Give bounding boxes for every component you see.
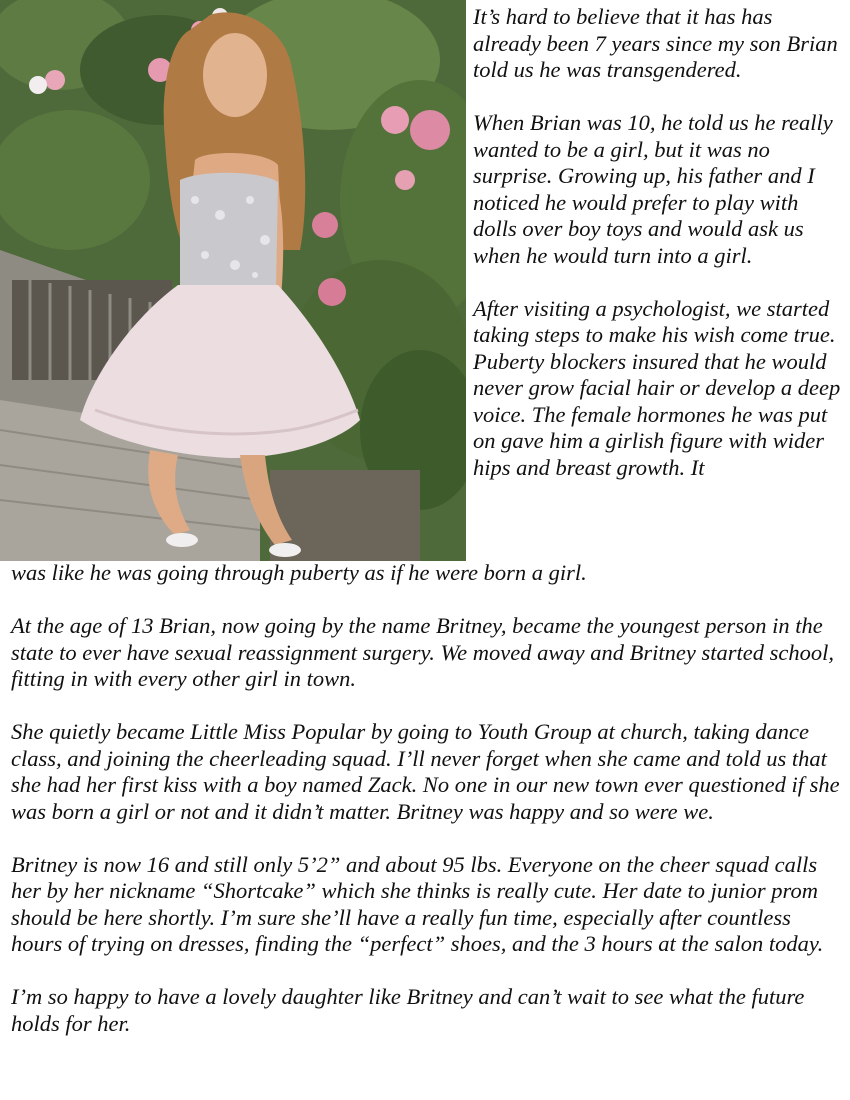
story-paragraph-7: I’m so happy to have a lovely daughter like Britney and can’t wait to see what the future holds for her. (11, 984, 805, 1036)
story-paragraph-1: It’s hard to believe that it has has already been 7 years since my son Brian told us he was transgendered. (473, 4, 838, 82)
story-full-width-column (11, 560, 841, 1064)
story-paragraph-5: She quietly became Little Miss Popular by going to Youth Group at church, taking dance class, and joining the cheerleading squad. I’ll never forget when she came and told us that she had her first kiss with a boy named Zack. No one in our new town ever questioned if she was born a girl or not and it didn’t matter. Britney was happy and so were we. (11, 719, 840, 824)
story-sidebar-column (473, 4, 845, 481)
story-paragraph-6: Britney is now 16 and still only 5’2” and about 95 lbs. Everyone on the cheer squad calls her by her nickname “Shortcake” which she thinks is really cute. Her date to junior prom should be here shortly. I’m sure she’ll have a really fun time, especially after countless hours of trying on dresses, finding the “perfect” shoes, and the 3 hours at the salon today. (11, 851, 824, 956)
story-paragraph-2: When Brian was 10, he told us he really wanted to be a girl, but it was no surprise. Growing up, his father and I noticed he would prefer to play with dolls over boy toys and would ask us when he would turn into a girl. (473, 110, 833, 268)
story-paragraph-3-part-2: was like he was going through puberty as if he were born a girl. (11, 560, 587, 585)
story-paragraph-3-part-1: After visiting a psychologist, we started taking steps to make his wish come true. Puberty blockers insured that he would never grow facial hair or develop a deep voice. The female hormones he was put on gave him a girlish figure with wider hips and breast growth. It (473, 295, 841, 480)
story-paragraph-4: At the age of 13 Brian, now going by the name Britney, became the youngest person in the state to ever have sexual reassignment surgery. We moved away and Britney started school, fitting in with every other girl in town. (11, 613, 834, 691)
photo-girl-in-dress (0, 0, 466, 561)
